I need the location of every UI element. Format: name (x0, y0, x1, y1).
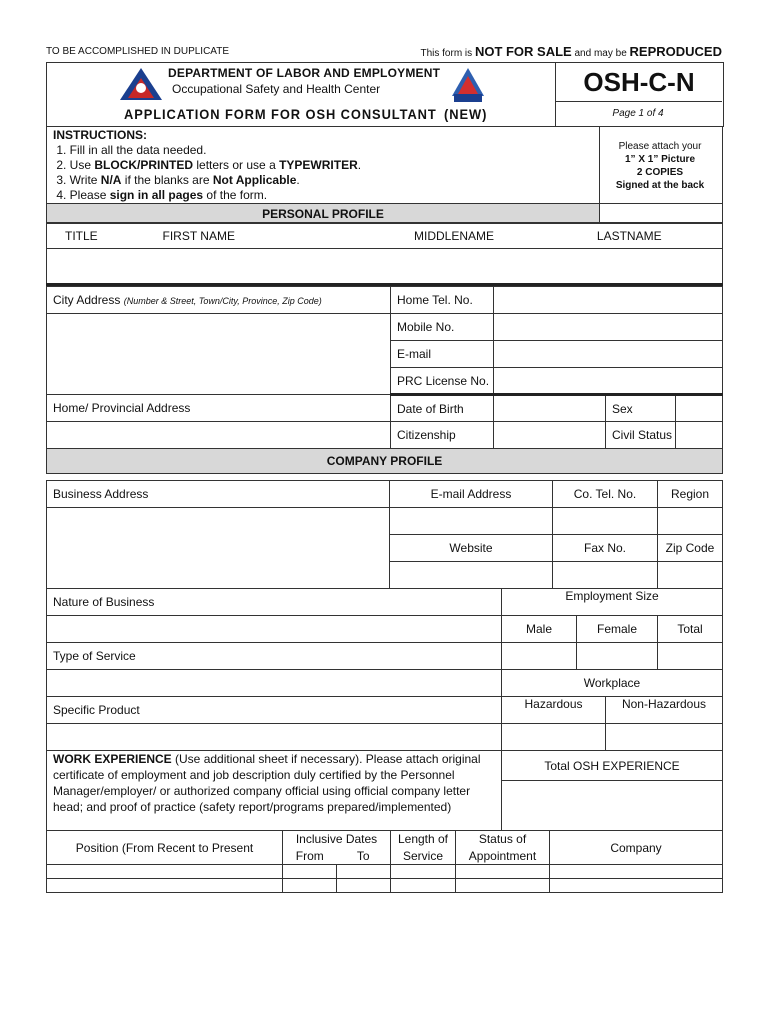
zip-field[interactable] (658, 562, 723, 589)
form-title-text: APPLICATION FORM FOR OSH CONSULTANT (124, 106, 437, 122)
last-name-label: LASTNAME (537, 223, 723, 249)
note-bold: REPRODUCED (629, 44, 722, 59)
duplicate-note: TO BE ACCOMPLISHED IN DUPLICATE (46, 46, 230, 57)
form-title (124, 106, 487, 122)
from-label: From (283, 848, 337, 865)
service-type-label: Type of Service (47, 643, 502, 670)
company-email-label: E-mail Address (390, 481, 553, 508)
fax-field[interactable] (553, 562, 658, 589)
email-field[interactable] (494, 341, 723, 368)
service-type-field[interactable] (47, 670, 502, 697)
zip-label: Zip Code (658, 535, 723, 562)
male-field[interactable] (502, 643, 577, 670)
address-table (46, 286, 723, 474)
length-field[interactable] (391, 879, 456, 893)
instruction-item: 1. Fill in all the data needed. (53, 143, 207, 157)
photo-instructions (600, 140, 720, 192)
dob-field[interactable] (494, 395, 606, 422)
status-label-1: Status of (456, 831, 550, 848)
to-field[interactable] (337, 879, 391, 893)
photo-line: 1” X 1” Picture (624, 154, 696, 165)
work-experience-note (47, 751, 502, 831)
status-field[interactable] (456, 865, 550, 879)
status-field[interactable] (456, 879, 550, 893)
total-osh-label: Total OSH EXPERIENCE (502, 751, 723, 781)
company-label: Company (550, 831, 723, 865)
home-address-label: Home/ Provincial Address (47, 395, 391, 422)
total-label: Total (658, 616, 723, 643)
city-address-label (47, 287, 391, 314)
specific-product-field[interactable] (47, 724, 502, 751)
photo-line: 2 COPIES (636, 167, 684, 178)
personal-profile-heading: PERSONAL PROFILE (47, 204, 600, 224)
note-bold: NOT FOR SALE (474, 44, 572, 59)
city-address-text: City Address (53, 293, 121, 307)
dob-label: Date of Birth (391, 395, 494, 422)
nature-label: Nature of Business (47, 589, 502, 616)
city-address-field[interactable] (47, 314, 391, 395)
citizenship-field[interactable] (494, 422, 606, 449)
region-label: Region (658, 481, 723, 508)
photo-line: Signed at the back (615, 180, 705, 191)
company-field[interactable] (550, 865, 723, 879)
from-field[interactable] (283, 865, 337, 879)
male-label: Male (502, 616, 577, 643)
instructions-block (47, 127, 600, 204)
female-field[interactable] (577, 643, 658, 670)
inclusive-dates-label: Inclusive Dates (283, 831, 391, 848)
first-name-label: FIRST NAME (157, 223, 372, 249)
length-label-2: Service (391, 848, 456, 865)
civil-status-field[interactable] (676, 422, 723, 449)
company-field[interactable] (550, 879, 723, 893)
from-field[interactable] (283, 879, 337, 893)
instruction-item: 4. Please sign in all pages of the form. (53, 188, 268, 202)
to-field[interactable] (337, 865, 391, 879)
note-part: and may be (571, 48, 630, 59)
citizenship-label: Citizenship (391, 422, 494, 449)
company-table (46, 480, 723, 589)
civil-status-label: Civil Status (606, 422, 676, 449)
home-tel-label: Home Tel. No. (391, 287, 494, 314)
oshc-logo-icon (450, 66, 486, 104)
city-address-hint: (Number & Street, Town/City, Province, Zip Code) (123, 296, 322, 306)
length-label-1: Length of (391, 831, 456, 848)
dole-logo-icon (112, 60, 170, 104)
instruction-item: 3. Write N/A if the blanks are Not Applicable. (53, 173, 300, 187)
form-code: OSH-C-N (555, 62, 722, 102)
name-table (46, 222, 723, 286)
workplace-label: Workplace (502, 670, 723, 697)
female-label: Female (577, 616, 658, 643)
sex-field[interactable] (676, 395, 723, 422)
work-experience-text: (Use additional sheet if necessary). Please attach original certificate of employment and job description duly certified by the Personnel Manager/employer/ or authorized company official using official company letter head; and proof of practice (safety report/programs prepared/implemented) (53, 752, 481, 814)
hazardous-label: Hazardous (502, 697, 606, 724)
note-part: This form is (420, 48, 475, 59)
middle-name-label: MIDDLENAME (372, 223, 537, 249)
hazardous-field[interactable] (502, 724, 606, 751)
non-hazardous-field[interactable] (606, 724, 723, 751)
mobile-label: Mobile No. (391, 314, 494, 341)
to-label: To (337, 848, 391, 865)
email-label: E-mail (391, 341, 494, 368)
business-table (46, 588, 723, 697)
photo-line: Please attach your (618, 141, 702, 152)
status-label-2: Appointment (456, 848, 550, 865)
form-title-tag: (NEW) (444, 106, 488, 122)
business-address-label: Business Address (47, 481, 390, 508)
fax-label: Fax No. (553, 535, 658, 562)
specific-product-label: Specific Product (47, 697, 502, 724)
department-name: DEPARTMENT OF LABOR AND EMPLOYMENT (168, 66, 441, 80)
co-tel-label: Co. Tel. No. (553, 481, 658, 508)
website-field[interactable] (390, 562, 553, 589)
position-label: Position (From Recent to Present (47, 831, 283, 865)
length-field[interactable] (391, 865, 456, 879)
page-number: Page 1 of 4 (612, 108, 664, 119)
company-profile-heading: COMPANY PROFILE (47, 449, 723, 474)
instructions-title: INSTRUCTIONS: (53, 128, 147, 142)
website-label: Website (390, 535, 553, 562)
work-experience-heading: WORK EXPERIENCE (53, 752, 172, 766)
sex-label: Sex (606, 395, 676, 422)
business-address-field[interactable] (47, 508, 390, 589)
photo-area-bottom[interactable] (600, 204, 723, 224)
prc-field[interactable] (494, 368, 723, 395)
position-field[interactable] (47, 879, 283, 893)
co-tel-field[interactable] (553, 508, 658, 535)
work-experience-table (46, 750, 723, 831)
instruction-item: 2. Use BLOCK/PRINTED letters or use a TYPEWRITER. (53, 158, 362, 172)
region-field[interactable] (658, 508, 723, 535)
center-name: Occupational Safety and Health Center (172, 82, 381, 96)
company-email-field[interactable] (390, 508, 553, 535)
total-osh-field[interactable] (502, 781, 723, 831)
total-field[interactable] (658, 643, 723, 670)
product-table (46, 696, 723, 751)
reproduction-note (420, 44, 722, 59)
positions-table (46, 830, 723, 893)
employment-size-label: Employment Size (502, 589, 723, 616)
prc-label: PRC License No. (391, 368, 494, 395)
home-tel-field[interactable] (494, 287, 723, 314)
position-field[interactable] (47, 865, 283, 879)
title-label: TITLE (47, 223, 157, 249)
mobile-field[interactable] (494, 314, 723, 341)
nature-field[interactable] (47, 616, 502, 643)
non-hazardous-label: Non-Hazardous (606, 697, 723, 724)
home-address-field[interactable] (47, 422, 391, 449)
name-field[interactable] (47, 249, 723, 285)
